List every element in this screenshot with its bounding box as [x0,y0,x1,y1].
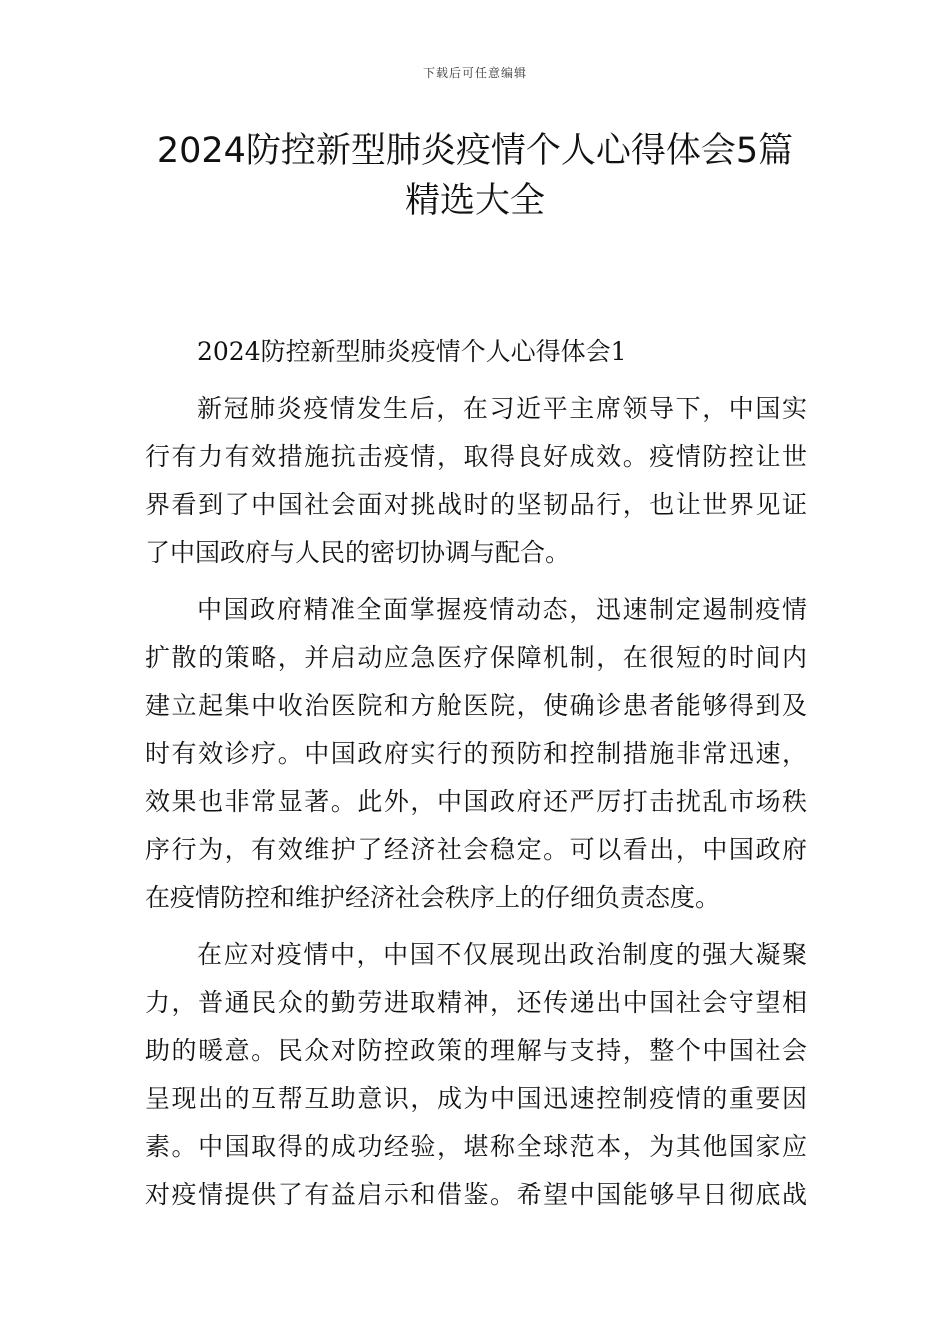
title-line-2: 精选大全 [404,181,545,221]
paragraph-line: 效果也非常显著。此外，中国政府还严厉打击扰乱市场秩 [145,787,807,816]
section-heading: 2024防控新型肺炎疫情个人心得体会1 [197,337,627,366]
paragraph-line: 建立起集中收治医院和方舱医院，使确诊患者能够得到及 [145,691,807,720]
paragraph-1 [145,385,807,577]
title-line-1: 2024防控新型肺炎疫情个人心得体会5篇 [156,131,794,171]
paragraph-line: 行有力有效措施抗击疫情，取得良好成效。疫情防控让世 [145,442,807,471]
paragraph-line: 素。中国取得的成功经验，堪称全球范本，为其他国家应 [145,1132,807,1161]
paragraph-line: 力，普通民众的勤劳进取精神，还传递出中国社会守望相 [145,988,807,1017]
paragraph-line: 时有效诊疗。中国政府实行的预防和控制措施非常迅速， [145,739,807,768]
paragraph-line: 中国政府精准全面掌握疫情动态，迅速制定遏制疫情 [197,595,807,624]
document-body [145,328,807,1219]
document-title [100,126,850,226]
paragraph-line: 对疫情提供了有益启示和借鉴。希望中国能够早日彻底战 [145,1180,807,1209]
paragraph-2 [145,586,807,922]
paragraph-3 [145,931,807,1219]
paragraph-line: 了中国政府与人民的密切协调与配合。 [145,538,571,567]
paragraph-line: 在疫情防控和维护经济社会秩序上的仔细负责态度。 [145,883,721,912]
paragraph-line: 扩散的策略，并启动应急医疗保障机制，在很短的时间内 [145,643,807,672]
paragraph-line: 序行为，有效维护了经济社会稳定。可以看出，中国政府 [145,835,807,864]
spacer [145,577,807,586]
paragraph-line: 界看到了中国社会面对挑战时的坚韧品行，也让世界见证 [145,490,807,519]
paragraph-line: 呈现出的互帮互助意识，成为中国迅速控制疫情的重要因 [145,1084,807,1113]
paragraph-line: 新冠肺炎疫情发生后，在习近平主席领导下，中国实 [197,394,807,423]
spacer [145,376,807,385]
spacer [145,922,807,931]
paragraph-line: 在应对疫情中，中国不仅展现出政治制度的强大凝聚 [197,940,807,969]
header-note: 下载后可任意编辑 [422,66,527,80]
paragraph-line: 助的暖意。民众对防控政策的理解与支持，整个中国社会 [145,1036,807,1065]
